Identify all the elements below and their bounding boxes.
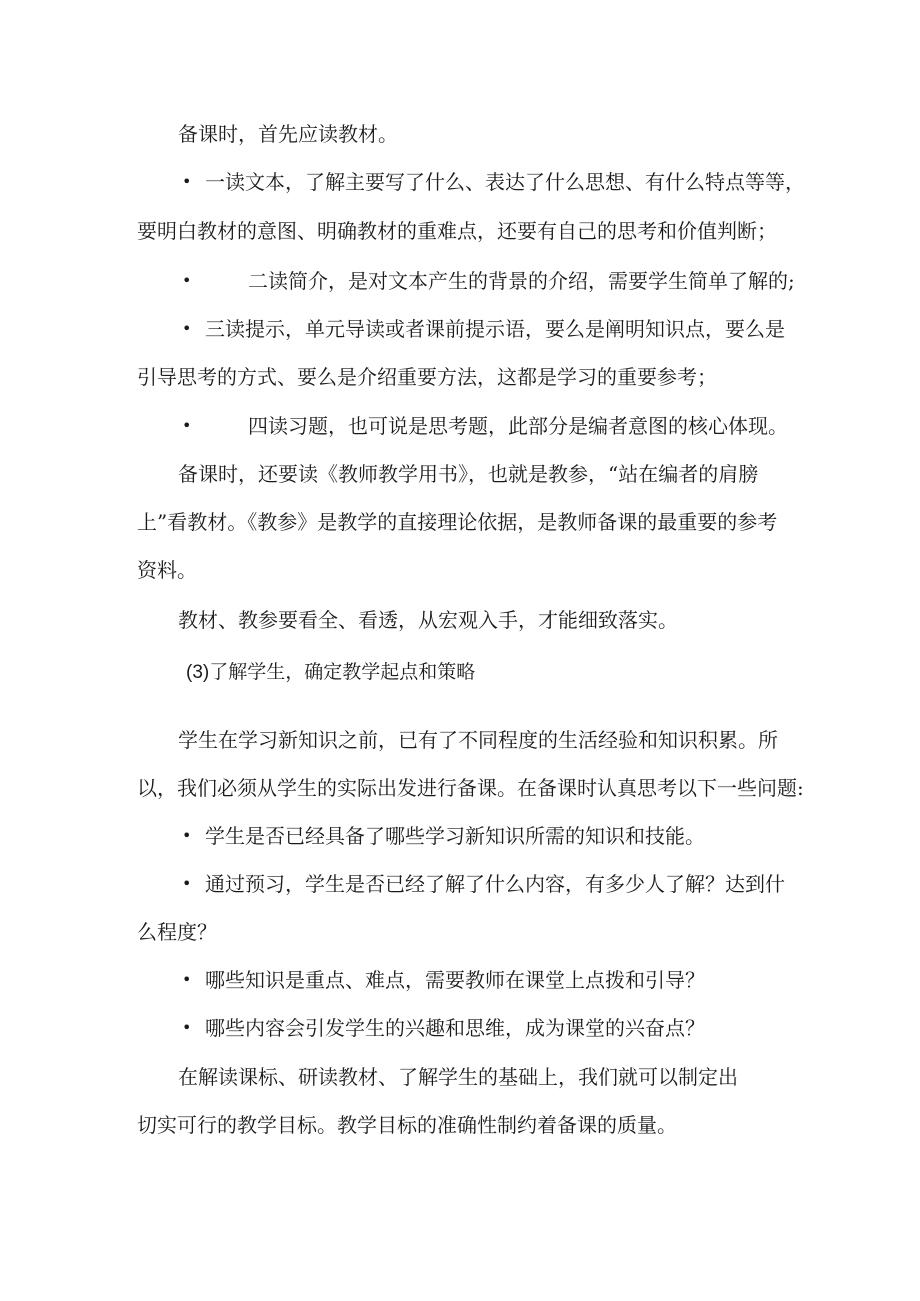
paragraph-line: 备课时，首先应读教材。 — [178, 122, 398, 146]
paragraph-line: 教材、教参要看全、看透，从宏观入手，才能细致落实。 — [178, 608, 678, 632]
bullet-marker: • — [182, 970, 192, 989]
bullet-marker: • — [182, 1018, 192, 1037]
paragraph-line: 以，我们必须从学生的实际出发进行备课。在备课时认真思考以下一些问题: — [137, 776, 804, 800]
paragraph-line: 备课时，还要读《教师教学用书》，也就是教参，“站在编者的肩膀 — [178, 462, 759, 486]
bullet-marker: • — [182, 172, 192, 191]
bullet-marker: • — [182, 826, 192, 845]
bullet-line: 哪些内容会引发学生的兴趣和思维，成为课堂的兴奋点？ — [205, 1016, 705, 1040]
bullet-line: 一读文本，了解主要写了什么、表达了什么思想、有什么特点等等， — [205, 170, 805, 194]
bullet-line: 通过预习，学生是否已经了解了什么内容，有多少人了解？达到什 — [205, 872, 785, 896]
bullet-marker: • — [182, 874, 192, 893]
bullet-line: 三读提示，单元导读或者课前提示语，要么是阐明知识点，要么是 — [205, 317, 785, 341]
bullet-line: 么程度？ — [137, 920, 217, 944]
paragraph-line: 学生在学习新知识之前，已有了不同程度的生活经验和知识积累。所 — [178, 728, 778, 752]
bullet-line: 二读简介，是对文本产生的背景的介绍，需要学生简单了解的; — [248, 269, 795, 293]
section-heading: (3)了解学生，确定教学起点和策略 — [186, 662, 476, 683]
bullet-line: 引导思考的方式、要么是介绍重要方法，这都是学习的重要参考； — [137, 365, 717, 389]
bullet-marker: • — [182, 319, 192, 338]
bullet-line: 要明白教材的意图、明确教材的重难点，还要有自己的思考和价值判断； — [137, 219, 777, 243]
bullet-marker: • — [182, 271, 192, 290]
bullet-marker: • — [182, 416, 192, 435]
bullet-line: 哪些知识是重点、难点，需要教师在课堂上点拨和引导？ — [205, 968, 705, 992]
bullet-line: 学生是否已经具备了哪些学习新知识所需的知识和技能。 — [205, 824, 705, 848]
bullet-line: 四读习题，也可说是思考题，此部分是编者意图的核心体现。 — [248, 414, 788, 438]
paragraph-line: 上”看教材。《教参》是教学的直接理论依据，是教师备课的最重要的参考 — [137, 510, 778, 534]
paragraph-line: 在解读课标、研读教材、了解学生的基础上，我们就可以制定出 — [178, 1065, 738, 1089]
paragraph-line: 资料。 — [137, 558, 197, 582]
paragraph-line: 切实可行的教学目标。教学目标的准确性制约着备课的质量。 — [137, 1113, 677, 1137]
